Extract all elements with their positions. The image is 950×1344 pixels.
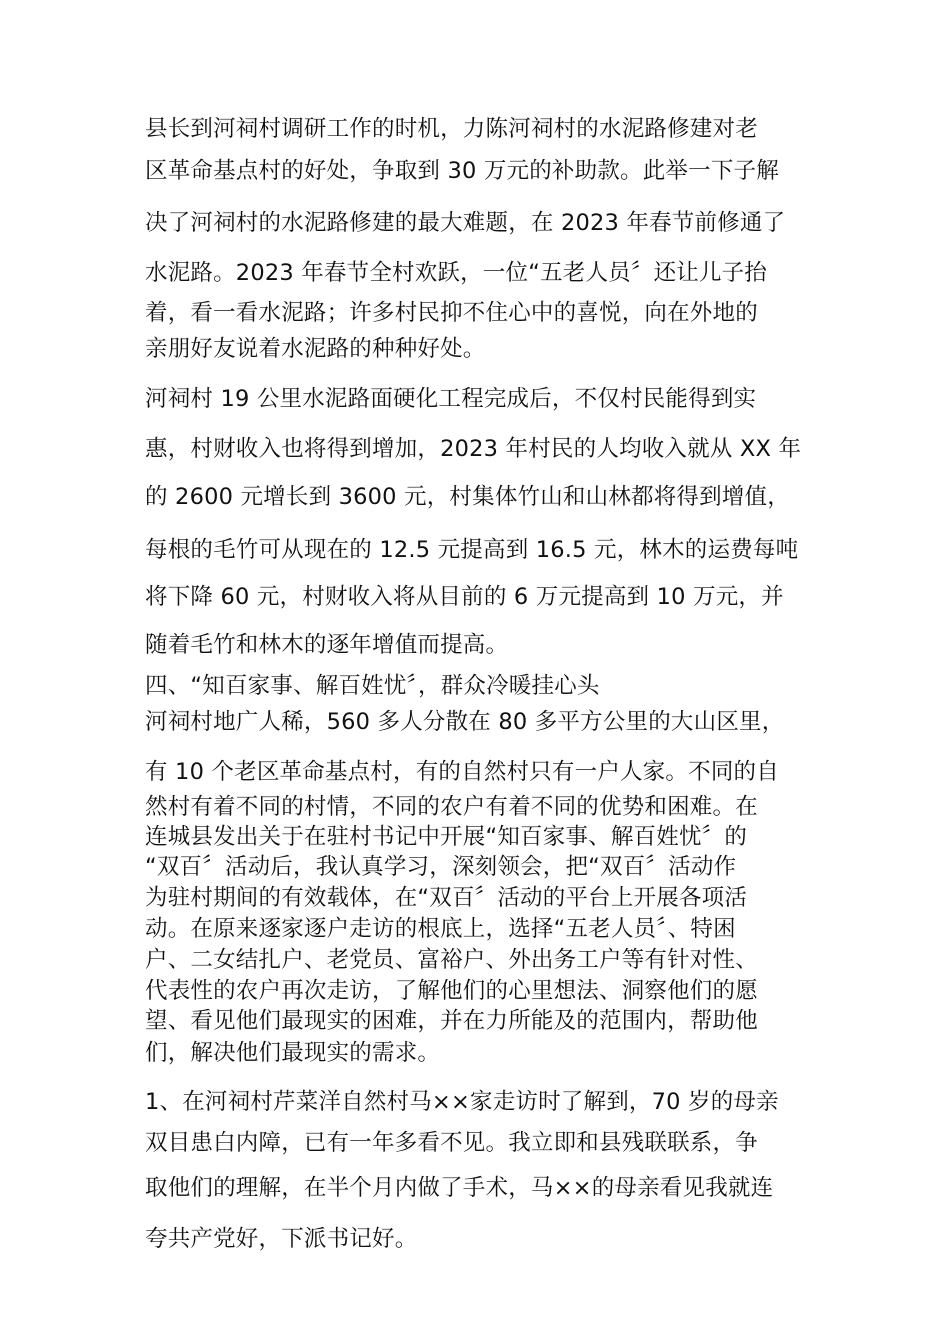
text-line: 们，解决他们最现实的需求。	[145, 1040, 441, 1066]
text-line: 县长到河祠村调研工作的时机，力陈河祠村的水泥路修建对老	[145, 116, 758, 142]
text-line: 有 10 个老区革命基点村，有的自然村只有一户人家。不同的自	[145, 759, 779, 785]
text-line: 将下降 60 元，村财收入将从目前的 6 万元提高到 10 万元，并	[145, 584, 784, 610]
text-line: 区革命基点村的好处，争取到 30 万元的补助款。此举一下子解	[145, 158, 779, 184]
text-line: 惠，村财收入也将得到增加，2023 年村民的人均收入就从 XX 年	[145, 436, 802, 462]
section-heading: 四、“知百家事、解百姓忧〞，群众冷暖挂心头	[145, 673, 600, 699]
text-line: 1、在河祠村芹菜洋自然村马××家走访时了解到，70 岁的母亲	[145, 1089, 779, 1115]
text-line: 着，看一看水泥路；许多村民抑不住心中的喜悦，向在外地的	[145, 300, 758, 326]
text-line: 每根的毛竹可从现在的 12.5 元提高到 16.5 元，林木的运费每吨	[145, 537, 799, 563]
text-line: 双目患白内障，已有一年多看不见。我立即和县残联联系，争	[145, 1130, 758, 1156]
text-line: 亲朋好友说着水泥路的种种好处。	[145, 336, 486, 362]
text-line: 夸共产党好，下派书记好。	[145, 1226, 418, 1252]
text-line: 连城县发出关于在驻村书记中开展“知百家事、解百姓忧〞的	[145, 824, 748, 850]
text-line: 决了河祠村的水泥路修建的最大难题，在 2023 年春节前修通了	[145, 210, 786, 236]
text-line: 然村有着不同的村情，不同的农户有着不同的优势和困难。在	[145, 794, 758, 820]
text-line: 随着毛竹和林木的逐年增值而提高。	[145, 632, 509, 658]
text-line: 望、看见他们最现实的困难，并在力所能及的范围内，帮助他	[145, 1008, 758, 1034]
text-line: 代表性的农户再次走访，了解他们的心里想法、洞察他们的愿	[145, 978, 758, 1004]
text-line: 为驻村期间的有效载体，在“双百〞活动的平台上开展各项活	[145, 885, 748, 911]
text-line: “双百〞活动后，我认真学习，深刻领会，把“双百〞活动作	[145, 854, 737, 880]
text-line: 动。在原来逐家逐户走访的根底上，选择“五老人员〞、特困	[145, 916, 736, 942]
text-line: 取他们的理解，在半个月内做了手术，马××的母亲看见我就连	[145, 1175, 774, 1201]
text-line: 河祠村地广人稀，560 多人分散在 80 多平方公里的大山区里，	[145, 709, 785, 735]
text-line: 河祠村 19 公里水泥路面硬化工程完成后，不仅村民能得到实	[145, 386, 757, 412]
text-line: 户、二女结扎户、老党员、富裕户、外出务工户等有针对性、	[145, 947, 758, 973]
text-line: 水泥路。2023 年春节全村欢跃，一位“五老人员〞还让儿子抬	[145, 260, 768, 286]
text-line: 的 2600 元增长到 3600 元，村集体竹山和山林都将得到增值，	[145, 484, 790, 510]
